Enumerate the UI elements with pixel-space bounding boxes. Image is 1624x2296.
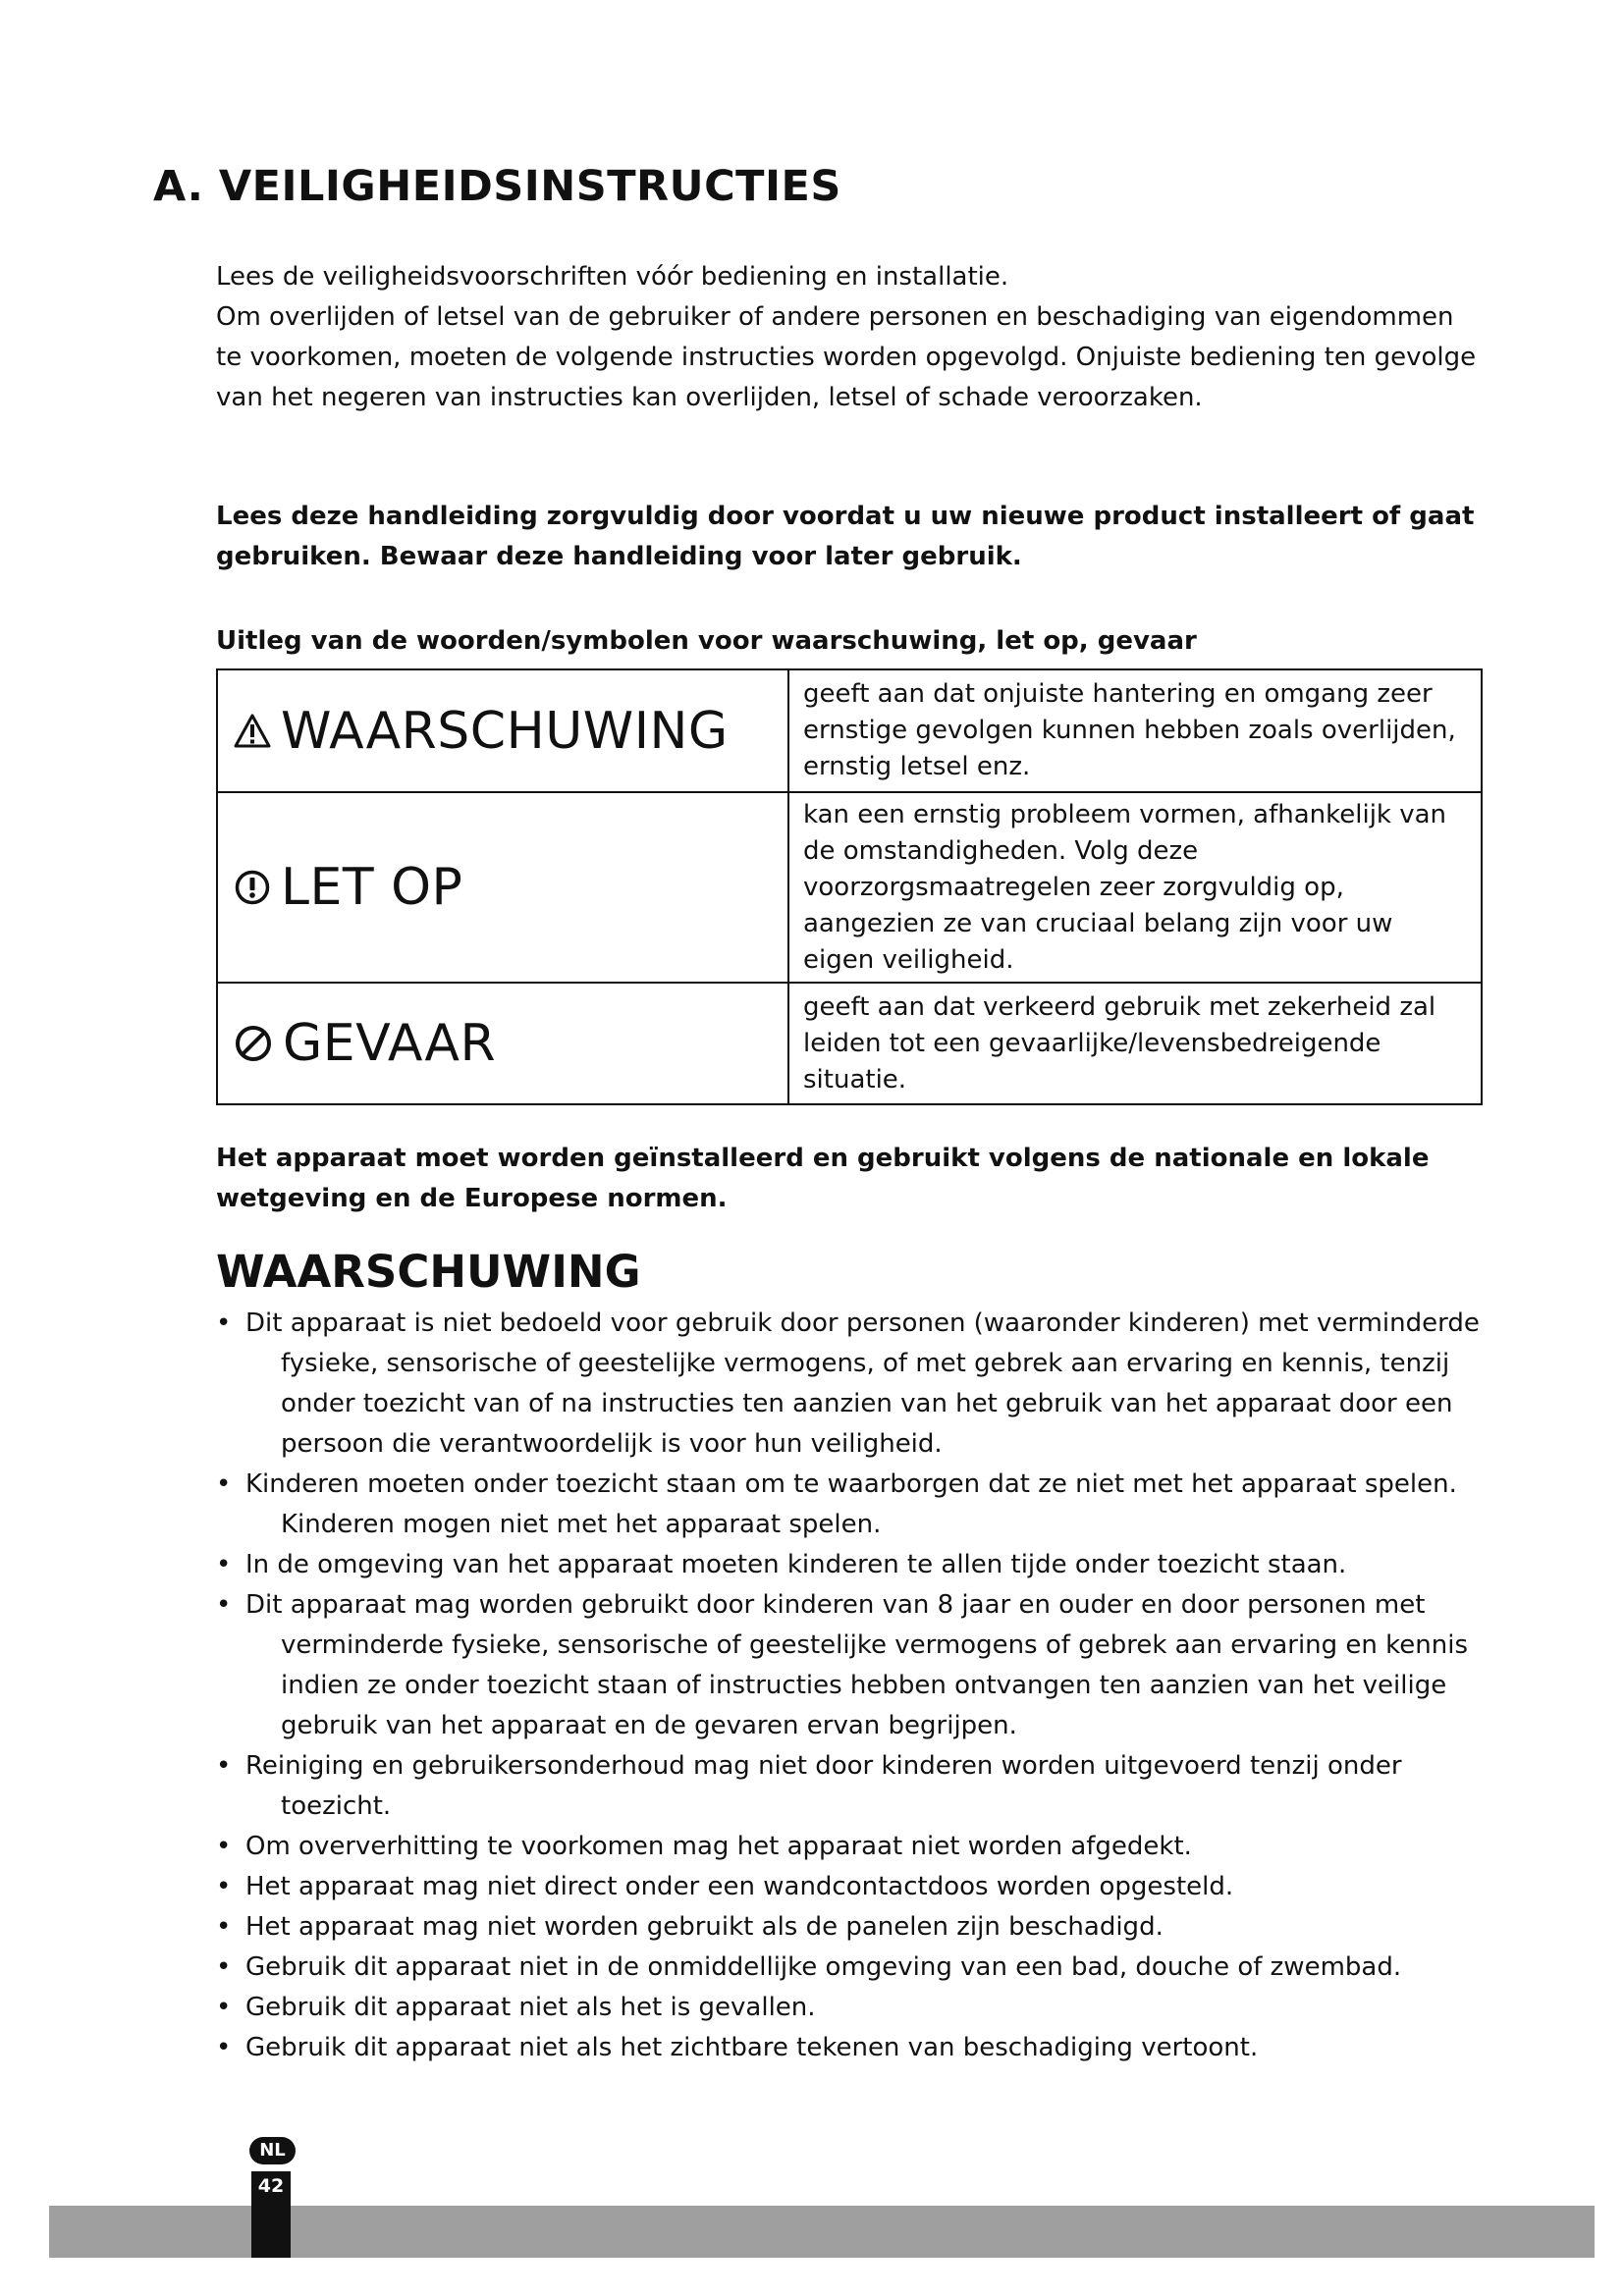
list-item: • Reiniging en gebruikersonderhoud mag niet door kinderen worden uitgevoerd tenzij onder toezicht. xyxy=(216,1746,1492,1827)
list-item: • Om oververhitting te voorkomen mag het apparaat niet worden afgedekt. xyxy=(216,1827,1492,1867)
list-item: • Gebruik dit apparaat niet als het zichtbare tekenen van beschadiging vertoont. xyxy=(216,2028,1492,2068)
intro-text xyxy=(216,257,1483,418)
exclamation-circle-icon xyxy=(234,869,271,906)
legend-label-warning: WAARSCHUWING xyxy=(281,701,729,761)
list-item: • Gebruik dit apparaat niet in de onmiddellijke omgeving van een bad, douche of zwembad. xyxy=(216,1948,1492,1988)
list-item: • Het apparaat mag niet direct onder een wandcontactdoos worden opgesteld. xyxy=(216,1867,1492,1907)
legend-description-caution: kan een ernstig probleem vormen, afhankelijk van de omstandigheden. Volg deze voorzorgsmaatregelen zeer zorgvuldig op, aangezien ze van cruciaal belang zijn voor uw eigen veiligheid. xyxy=(788,792,1482,983)
legal-compliance-note: Het apparaat moet worden geïnstalleerd en gebruikt volgens de nationale en lokale wetgeving en de Europese normen. xyxy=(216,1144,1430,1213)
intro-line-2: Om overlijden of letsel van de gebruiker of andere personen en beschadiging van eigendommen te voorkomen, moeten de volgende instructies worden opgevolgd. Onjuiste bediening ten gevolge van het negeren van instructies kan overlijden, letsel of schade veroorzaken. xyxy=(216,302,1477,412)
legend-row-danger xyxy=(217,983,1482,1104)
legend-heading: Uitleg van de woorden/symbolen voor waarschuwing, let op, gevaar xyxy=(216,626,1197,656)
bullet-icon: • xyxy=(216,1872,232,1901)
bullet-icon: • xyxy=(216,1912,232,1942)
legend-label-danger: GEVAAR xyxy=(283,1014,497,1073)
list-item: • Dit apparaat mag worden gebruikt door kinderen van 8 jaar en ouder en door personen met verminderde fysieke, sensorische of geestelijke vermogens of gebrek aan ervaring en kennis indien ze onder toezicht staan of instructies hebben ontvangen ten aanzien van het veilige gebruik van het apparaat en de gevaren ervan begrijpen. xyxy=(216,1585,1492,1746)
legend-row-warning xyxy=(217,669,1482,792)
list-item: • Kinderen moeten onder toezicht staan om te waarborgen dat ze niet met het apparaat spelen. Kinderen mogen niet met het apparaat spelen. xyxy=(216,1465,1492,1545)
bullet-icon: • xyxy=(216,2033,232,2062)
legend-symbol-cell xyxy=(217,983,788,1104)
legend-row-caution xyxy=(217,792,1482,983)
page-number: 42 xyxy=(251,2171,291,2258)
list-item: • Dit apparaat is niet bedoeld voor gebruik door personen (waaronder kinderen) met verminderde fysieke, sensorische of geestelijke vermogens, of met gebrek aan ervaring en kennis, tenzij onder toezicht van of na instructies ten aanzien van het gebruik van het apparaat door een persoon die verantwoordelijk is voor hun veiligheid. xyxy=(216,1304,1492,1465)
legend-description-danger: geeft aan dat verkeerd gebruik met zekerheid zal leiden tot een gevaarlijke/levensbedreigende situatie. xyxy=(788,983,1482,1104)
list-item: • Gebruik dit apparaat niet als het is gevallen. xyxy=(216,1988,1492,2028)
warning-list xyxy=(216,1304,1492,2068)
bullet-icon: • xyxy=(216,1832,232,1861)
symbol-legend-table xyxy=(216,668,1483,1105)
bullet-icon: • xyxy=(216,1469,232,1499)
bullet-icon: • xyxy=(216,1751,232,1781)
warning-triangle-icon xyxy=(234,714,271,749)
warning-section-heading: WAARSCHUWING xyxy=(216,1246,641,1298)
list-item: • Het apparaat mag niet worden gebruikt als de panelen zijn beschadigd. xyxy=(216,1907,1492,1948)
list-item: • In de omgeving van het apparaat moeten kinderen te allen tijde onder toezicht staan. xyxy=(216,1545,1492,1585)
prohibition-icon xyxy=(234,1024,273,1063)
bullet-icon: • xyxy=(216,1952,232,1982)
legend-label-caution: LET OP xyxy=(281,858,463,917)
intro-line-1: Lees de veiligheidsvoorschriften vóór bediening en installatie. xyxy=(216,262,1009,292)
bullet-icon: • xyxy=(216,1590,232,1620)
page-title: A. VEILIGHEIDSINSTRUCTIES xyxy=(153,162,841,211)
read-manual-note: Lees deze handleiding zorgvuldig door voordat u uw nieuwe product installeert of gaat gebruiken. Bewaar deze handleiding voor later gebruik. xyxy=(216,502,1475,571)
bullet-icon: • xyxy=(216,1308,232,1338)
legend-symbol-cell xyxy=(217,792,788,983)
legend-description-warning: geeft aan dat onjuiste hantering en omgang zeer ernstige gevolgen kunnen hebben zoals overlijden, ernstig letsel enz. xyxy=(788,669,1482,792)
legend-symbol-cell xyxy=(217,669,788,792)
language-badge: NL xyxy=(249,2137,296,2164)
bullet-icon: • xyxy=(216,1550,232,1579)
bullet-icon: • xyxy=(216,1993,232,2022)
